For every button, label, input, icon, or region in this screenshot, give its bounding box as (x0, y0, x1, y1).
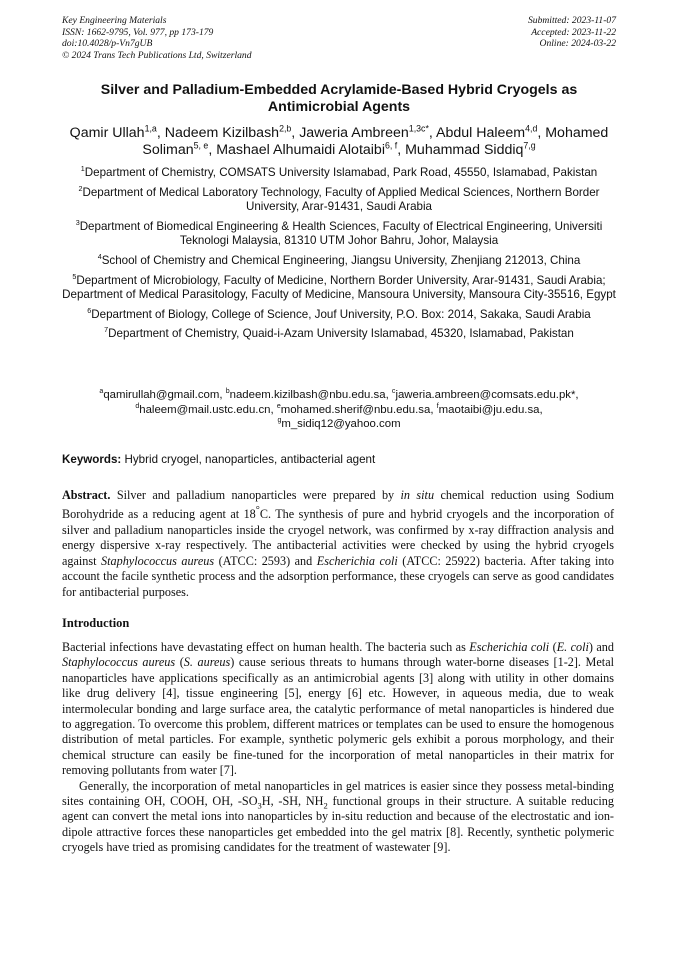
journal-doi: doi:10.4028/p-Vn7gUB (62, 38, 153, 49)
affiliation-text: Department of Medical Laboratory Technology, Faculty of Applied Medical Sciences, Northern Border University, Arar-91431, Saudi Arabia (82, 185, 600, 214)
paragraph-text: Generally, the incorporation of metal nanoparticles in gel matrices is easier since they possess metal-binding sites containing OH, COOH, OH, -SO (62, 778, 614, 809)
abstract-italic: Escherichia coli (316, 553, 398, 568)
paragraph-text: Bacterial infections have devastating effect on human health. The bacteria such as (62, 640, 466, 654)
affiliation-text: Department of Chemistry, Quaid-i-Azam University Islamabad, 45320, Islamabad, Pakistan (108, 327, 574, 341)
email-marker: b (225, 388, 230, 396)
affiliation-text: School of Chemistry and Chemical Engineering, Jiangsu University, Zhenjiang 212013, China (101, 253, 581, 267)
degree-symbol: ° (255, 505, 260, 517)
paragraph (62, 779, 614, 856)
date-accepted: Accepted: 2023-11-22 (531, 26, 616, 38)
author-affil-marker: 1,a (144, 123, 157, 134)
email-address[interactable]: maotaibi@ju.edu.sa, (438, 403, 543, 416)
affiliation-text: Department of Chemistry, COMSATS University Islamabad, Park Road, 45550, Islamabad, Pakistan (84, 166, 598, 179)
affiliation-list (62, 166, 616, 347)
affiliation (62, 183, 616, 215)
author-name: Nadeem Kizilbash (164, 125, 280, 141)
affiliation-number: 5 (72, 271, 77, 281)
email-marker: e (276, 402, 281, 410)
abstract-italic: Staphylococcus aureus (101, 553, 215, 568)
author-affil-marker: 7,g (523, 140, 536, 151)
email-marker: c (391, 388, 396, 396)
section-heading-introduction: Introduction (62, 616, 130, 630)
affiliation-number: 2 (78, 183, 83, 193)
affiliation-number: 3 (75, 217, 80, 227)
abstract-label: Abstract. (62, 488, 111, 502)
author-affil-marker: 4,d (525, 123, 538, 134)
author-affil-marker: 5, e (193, 140, 209, 151)
email-marker: a (99, 388, 104, 396)
affiliation-number: 6 (87, 305, 92, 315)
paragraph (62, 640, 614, 779)
author-name: Muhammad Siddiq (405, 142, 524, 158)
affiliation-number: 7 (104, 325, 109, 335)
keywords-text: Hybrid cryogel, nanoparticles, antibacterial agent (124, 453, 376, 466)
author-name: Abdul Haleem (435, 125, 526, 141)
abstract-text: (ATCC: 2593) and (218, 553, 313, 568)
abstract (62, 488, 614, 600)
affiliation-number: 4 (97, 252, 102, 262)
email-marker: d (135, 402, 140, 410)
paper-title: Silver and Palladium-Embedded Acrylamide-Based Hybrid Cryogels as Antimicrobial Agents (100, 82, 578, 115)
subscript: 3 (257, 800, 262, 811)
author-affil-marker: 1,3c* (408, 123, 429, 134)
author-name: Jaweria Ambreen (299, 125, 409, 141)
email-marker: g (277, 417, 282, 425)
paragraph-italic: E. coli (556, 640, 589, 654)
author-name: Mashael Alhumaidi Alotaibi (216, 142, 385, 158)
abstract-italic: in situ (400, 488, 435, 502)
paragraph-text: functional groups in their structure. A suitable reducing agent can convert the metal ions into nanoparticles by in-situ reduction and because of the electrostatic and ion-dipole attractive forces these nanoparticles get embedded into the gel matrix [8]. Recently, synthetic polymeric cryogels have tried as promising candidates for the treatment of wastewater [9]. (62, 794, 614, 855)
email-marker: f (436, 402, 439, 410)
keywords-label: Keywords: (62, 453, 122, 466)
introduction-body (62, 640, 614, 856)
email-address[interactable]: jaweria.ambreen@comsats.edu.pk*, (395, 389, 579, 401)
affiliation (62, 305, 616, 323)
email-list (62, 388, 616, 432)
affiliation-text: Department of Biomedical Engineering & Health Sciences, Faculty of Electrical Engineering, Universiti Teknologi Malaysia, 81310 UTM Johor Bahru, Johor, Malaysia (79, 219, 603, 248)
paragraph-italic: Escherichia coli (469, 640, 550, 654)
journal-info (62, 15, 252, 61)
author-name: Mohamed Soliman (142, 125, 609, 158)
paragraph-italic: Staphylococcus aureus (62, 655, 176, 670)
subscript: 2 (323, 800, 328, 811)
paragraph-text: ( (552, 640, 557, 654)
journal-issn: ISSN: 1662-9795, Vol. 977, pp 173-179 (62, 26, 214, 38)
date-submitted: Submitted: 2023-11-07 (527, 15, 616, 26)
paragraph-italic: S. aureus (183, 655, 231, 670)
email-address[interactable]: mohamed.sherif@nbu.edu.sa, (280, 403, 434, 416)
journal-copyright: © 2024 Trans Tech Publications Ltd, Switzerland (62, 49, 252, 61)
email-address[interactable]: haleem@mail.ustc.edu.cn, (139, 403, 274, 416)
author-affil-marker: 2,b (279, 123, 292, 134)
affiliation (62, 217, 616, 249)
affiliation (62, 166, 616, 181)
abstract-text: C. The synthesis of pure and hybrid cryogels and the incorporation of silver and palladium nanoparticles inside the cryogel network, was confirmed by x-ray diffraction analysis and energy dispersive x-ray respectively. The antibacterial activities were checked by using the hybrid cryogels against (62, 507, 614, 568)
email-address[interactable]: m_sidiq12@yahoo.com (281, 418, 401, 431)
email-address[interactable]: nadeem.kizilbash@nbu.edu.sa, (229, 389, 389, 401)
date-online: Online: 2024-03-22 (539, 38, 616, 49)
author-affil-marker: 6, f (384, 140, 398, 151)
paragraph-text: ) cause serious threats to humans through water-borne diseases [1-2]. Metal nanoparticles have applications specifically as an antimicrobial agents [3] along with utility in other domains like drug delivery [4], tissue engineering [5], energy [6] etc. However, in aqueous media, due to weak intermolecular bonding and large surface area, the catalytic performance of metal nanoparticles is hindered due to aggregation. To overcome this problem, different matrices or templates can be used to ensure the homogenous distribution of metal particles. For example, synthetic polymeric gels exhibit a porous morphology, and their chemical structure can easily be fine-tuned for the incorporation of metal nanoparticles in their matrix for removing pollutants from water [7]. (62, 655, 614, 778)
affiliation-text: Department of Microbiology, Faculty of Medicine, Northern Border University, Arar-91431, Saudi Arabia; Department of Medical Parasitology, Faculty of Medicine, Mansoura University, Mansoura City-35516, Egypt (62, 273, 616, 302)
paragraph-text: ( (179, 655, 184, 670)
abstract-text: Silver and palladium nanoparticles were prepared by (116, 488, 395, 502)
author-list: Qamir Ullah$^{1,a}$, Nadeem Kizilbash$^{2,b}$, Jaweria Ambreen$^{1,3c*}$, Abdul Haleem$^{4,d}$, Mohamed Soliman$^{5, e}$, Mashael Alhumaidi Alotaibi$^{6, f}$, Muhammad Siddiq$^{7,g}$ (69, 123, 609, 158)
journal-name: Key Engineering Materials (62, 15, 167, 26)
abstract-text: chemical reduction using Sodium Borohydride as a reducing agent at 18 (62, 488, 615, 522)
abstract-text: (ATCC: 25922) bacteria. After taking into account the facile synthetic process and the adsorption performance, these cryogels can serve as good candidates for antibacterial purposes. (62, 553, 615, 599)
affiliation (62, 271, 616, 303)
keywords-line (62, 453, 616, 467)
publication-dates (528, 15, 616, 50)
author-name: Qamir Ullah (69, 125, 145, 141)
affiliation (62, 254, 616, 269)
affiliation-number: 1 (80, 164, 85, 174)
email-address[interactable]: qamirullah@gmail.com, (103, 389, 223, 401)
paragraph-text: H, -SH, NH (261, 794, 324, 809)
affiliation-text: Department of Biology, College of Science, Jouf University, P.O. Box: 2014, Sakaka, Saudi Arabia (91, 307, 591, 321)
paragraph-text: ) and (588, 640, 614, 654)
affiliation (62, 327, 616, 342)
